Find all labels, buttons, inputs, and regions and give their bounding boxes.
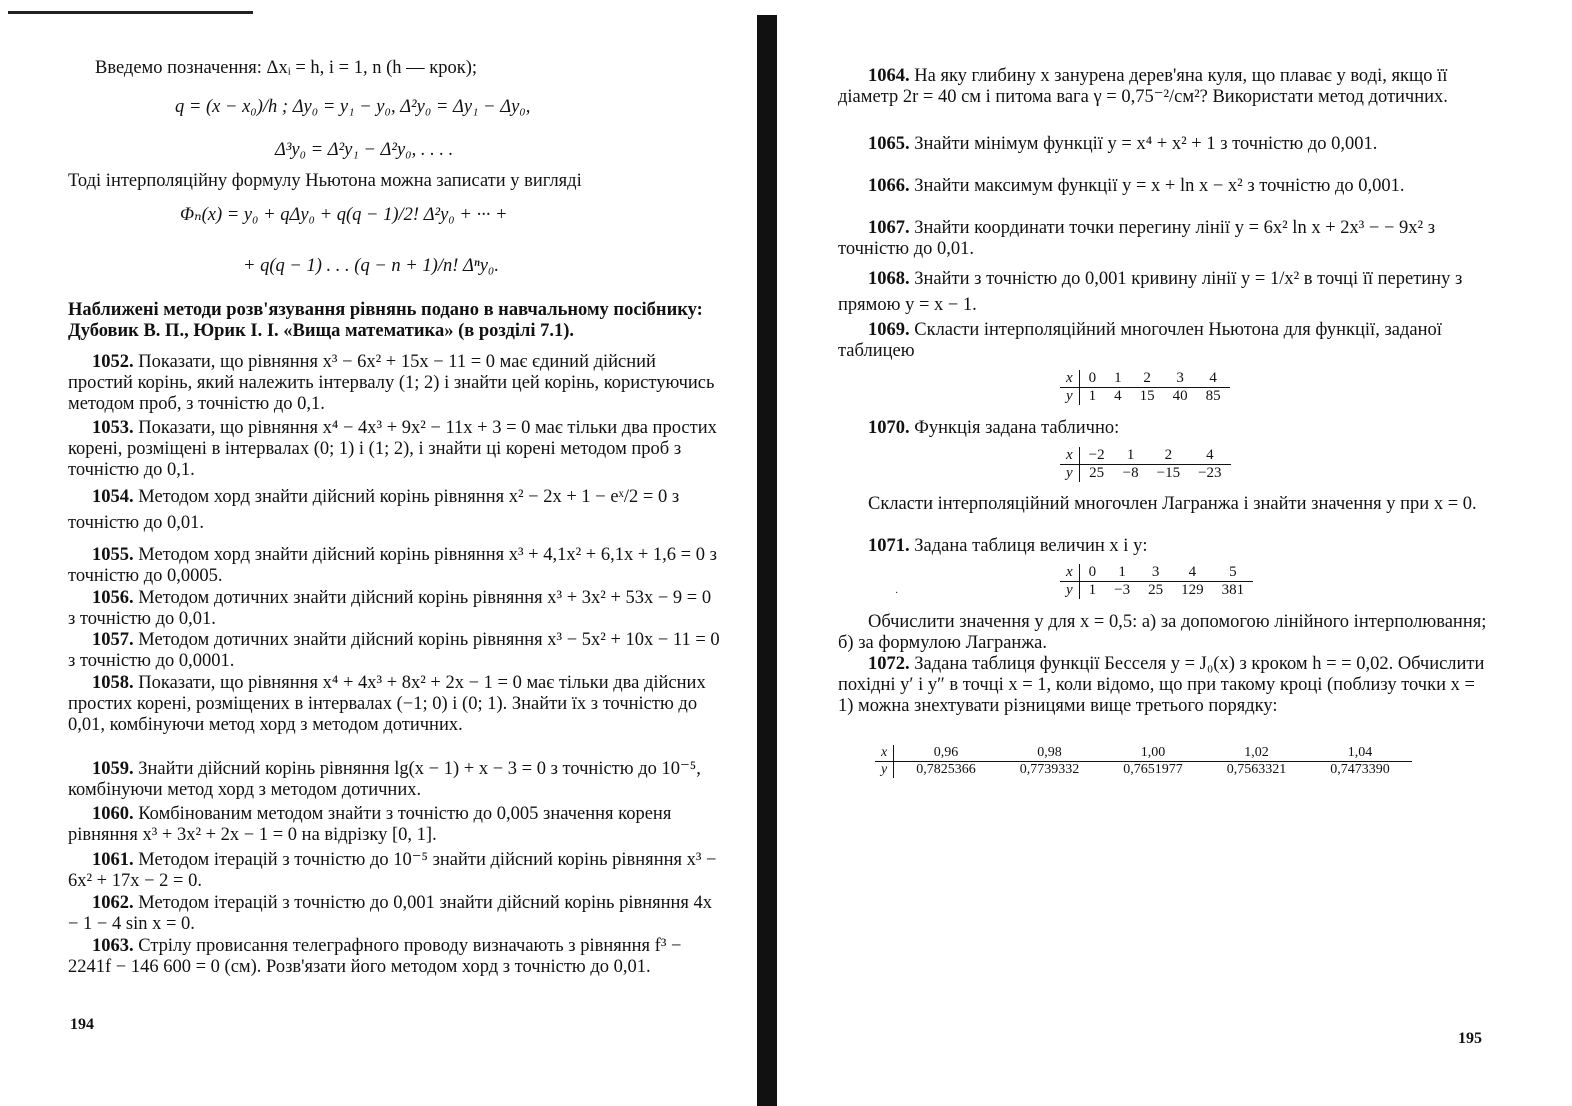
problem-text: Комбінованим методом знайти з точністю до 0,005 значення кореня рівняння x³ + 3x² + 2x − 1 = 0 на відрізку [0, 1]. <box>68 804 672 845</box>
table-cell: 1,04 <box>1308 745 1412 762</box>
problem-text: Знайти з точністю до 0,001 кривину лінії y = 1/x² в точці її перетину з прямою y = x − 1. <box>838 269 1463 315</box>
table-cell: 2 <box>1148 447 1189 465</box>
table-cell: 0,7651977 <box>1123 762 1183 777</box>
table-cell: 1 <box>1088 388 1097 404</box>
table-cell: 5 <box>1213 564 1254 582</box>
problem-number: 1056. <box>92 588 134 608</box>
page-number: 194 <box>70 1016 94 1033</box>
problem-1071-continued: Обчислити значення y для x = 0,5: а) за допомогою лінійного інтерполювання; б) за формулою Лагранжа. <box>838 612 1487 653</box>
table-cell: 2 <box>1131 370 1164 388</box>
problem-1059 <box>68 759 720 801</box>
problem-1058 <box>68 673 720 736</box>
problem-1052 <box>68 352 720 415</box>
problem-number: 1052. <box>92 352 134 372</box>
problem-1071 <box>838 536 1493 557</box>
problem-number: 1053. <box>92 418 134 438</box>
problem-number: 1071. <box>868 536 910 556</box>
problem-text: Показати, що рівняння x⁴ − 4x³ + 9x² − 11x + 3 = 0 має тільки два простих корені, розміщені в інтервалах (0; 1) і (1; 2), і знайти ці корені методом проб з точністю до 0,1. <box>68 418 717 480</box>
table-row-x <box>1060 564 1253 582</box>
problem-1070 <box>838 418 1493 439</box>
table-cell: 0,7563321 <box>1226 762 1287 777</box>
table-1071 <box>1060 564 1253 599</box>
table-cell: 1,00 <box>1101 745 1205 762</box>
problem-number: 1066. <box>868 176 910 196</box>
problem-text: Методом ітерацій з точністю до 10⁻⁵ знайти дійсний корінь рівняння x³ − 6x² + 17x − 2 = 0. <box>68 850 717 891</box>
table-row-y <box>1060 465 1231 483</box>
problem-number: 1072. <box>868 654 910 674</box>
problem-text: Показати, що рівняння x³ − 6x² + 15x − 11 = 0 має єдиний дійсний простий корінь, який належить інтервалу (1; 2) і знайти цей корінь, користуючись методом проб, з точністю до 0,1. <box>68 352 715 414</box>
problem-text: Методом хорд знайти дійсний корінь рівняння x³ + 4,1x² + 6,1x + 1,6 = 0 з точністю до 0,0005. <box>68 545 717 586</box>
problem-text: Функція задана таблично: <box>914 418 1120 438</box>
formula-phi-line2: + q(q − 1) . . . (q − n + 1)/n! Δⁿy₀. <box>243 256 499 276</box>
problem-text: Методом хорд знайти дійсний корінь рівняння x² − 2x + 1 − eˣ/2 = 0 з точністю до 0,01. <box>68 487 680 533</box>
formula-delta3: Δ³y₀ = Δ²y₁ − Δ²y₀, . . . . <box>275 140 454 160</box>
table-cell: 1 <box>1114 447 1148 465</box>
problem-1057 <box>68 630 720 672</box>
problem-1056 <box>68 588 720 630</box>
problem-1067 <box>838 218 1493 260</box>
problem-number: 1054. <box>92 487 134 507</box>
problem-text: Методом ітерацій з точністю до 0,001 знайти дійсний корінь рівняння 4x − 1 − 4 sin x = 0. <box>68 893 713 934</box>
table-cell: 1 <box>1105 564 1139 582</box>
row-label: y <box>1060 582 1079 600</box>
problem-1061 <box>68 850 720 892</box>
problem-number: 1068. <box>868 269 910 289</box>
table-cell: −23 <box>1198 465 1222 481</box>
table-cell: 0,98 <box>998 745 1102 762</box>
problem-number: 1067. <box>868 218 910 238</box>
table-cell: −15 <box>1156 465 1181 481</box>
problem-1060 <box>68 804 720 846</box>
problem-1065 <box>838 134 1493 155</box>
table-cell: 0,7473390 <box>1330 762 1390 777</box>
table-cell: 40 <box>1172 388 1188 404</box>
row-label: y <box>875 762 894 779</box>
table-row-x <box>1060 370 1230 388</box>
table-1070 <box>1060 447 1231 482</box>
problem-number: 1061. <box>92 850 134 870</box>
table-row-y <box>875 762 1412 779</box>
problem-1072 <box>838 654 1493 717</box>
problem-number: 1060. <box>92 804 134 824</box>
row-label: x <box>875 745 894 762</box>
problem-1070-continued: Скласти інтерполяційний многочлен Лагранжа і знайти значення y при x = 0. <box>868 494 1477 514</box>
table-cell: 25 <box>1089 465 1105 481</box>
table-cell: 1 <box>1105 370 1131 388</box>
table-cell: 4 <box>1197 370 1230 388</box>
problem-text: Знайти дійсний корінь рівняння lg(x − 1) + x − 3 = 0 з точністю до 10⁻⁵, комбінуючи метод хорд з методом дотичних. <box>68 759 701 800</box>
row-label: x <box>1060 447 1079 465</box>
table-row-x <box>1060 447 1231 465</box>
problem-number: 1063. <box>92 936 134 956</box>
table-cell: 4 <box>1114 388 1122 404</box>
table-row-y <box>1060 388 1230 406</box>
problem-1063 <box>68 936 720 978</box>
scan-speck: · <box>895 588 899 599</box>
right-page <box>775 0 1572 1106</box>
row-label: y <box>1060 465 1079 483</box>
methods-note: Наближені методи розв'язування рівнянь подано в навчальному посібнику: Дубовик В. П., Юрик І. І. «Вища математика» (в розділі 7.1). <box>68 300 703 341</box>
page-number: 195 <box>1458 1030 1482 1047</box>
problem-text: Показати, що рівняння x⁴ + 4x³ + 8x² + 2x − 1 = 0 має тільки два дійсних простих корені, розміщених в інтервалах (−1; 0) і (0; 1). Знайти їх з точністю до 0,01, комбінуючи метод хорд з методом дотичних. <box>68 673 706 735</box>
problem-text: На яку глибину x занурена дерев'яна куля, що плаває у воді, якщо її діаметр 2r = 40 см і питома вага γ = 0,75⁻²/см²? Використати метод дотичних. <box>838 66 1448 107</box>
problem-number: 1058. <box>92 673 134 693</box>
problem-number: 1069. <box>868 320 910 340</box>
table-row-y <box>1060 582 1253 600</box>
table-cell: −2 <box>1079 447 1113 465</box>
newton-intro: Тоді інтерполяційну формулу Ньютона можна записати у вигляді <box>68 171 582 191</box>
table-cell: 381 <box>1221 582 1245 598</box>
table-cell: 25 <box>1148 582 1164 598</box>
table-cell: 129 <box>1181 582 1204 598</box>
problem-1055 <box>68 545 720 587</box>
table-cell: 0 <box>1079 370 1105 388</box>
problem-number: 1057. <box>92 630 134 650</box>
table-cell: 0,7825366 <box>916 762 976 777</box>
table-cell: 3 <box>1164 370 1197 388</box>
problem-text: Задана таблиця величин x і y: <box>914 536 1148 556</box>
problem-text: Задана таблиця функції Бесселя y = J₀(x) з кроком h = = 0,02. Обчислити похідні y′ і y″ в точці x = 1, коли відомо, що при такому кроці (поблизу точки x = 1) можна знехтувати різницями вище третього порядку: <box>838 654 1485 716</box>
formula-q: q = (x − x₀)/h ; Δy₀ = y₁ − y₀, Δ²y₀ = Δy₁ − Δy₀, <box>175 97 531 117</box>
table-cell: 4 <box>1172 564 1213 582</box>
table-row-x <box>875 745 1412 762</box>
table-cell: 1 <box>1088 582 1097 598</box>
problem-text: Знайти мінімум функції y = x⁴ + x² + 1 з точністю до 0,001. <box>914 134 1378 154</box>
intro-notation: Введемо позначення: Δxᵢ = h, i = 1, n (h — крок); <box>95 58 478 78</box>
problem-1053 <box>68 418 720 481</box>
row-label: y <box>1060 388 1079 406</box>
problem-1069 <box>838 320 1493 362</box>
table-cell: 15 <box>1139 388 1155 404</box>
table-cell: 1,02 <box>1205 745 1309 762</box>
problem-number: 1059. <box>92 759 134 779</box>
problem-text: Стрілу провисання телеграфного проводу визначають з рівняння f³ − 2241f − 146 600 = 0 (см). Розв'язати його методом хорд з точністю до 0,01. <box>68 936 682 977</box>
table-cell: −3 <box>1114 582 1131 598</box>
problem-number: 1070. <box>868 418 910 438</box>
problem-text: Методом дотичних знайти дійсний корінь рівняння x³ − 5x² + 10x − 11 = 0 з точністю до 0,0001. <box>68 630 720 671</box>
table-cell: 3 <box>1139 564 1172 582</box>
problem-1066 <box>838 176 1493 197</box>
problem-text: Знайти координати точки перегину лінії y = 6x² ln x + 2x³ − − 9x² з точністю до 0,01. <box>838 218 1436 259</box>
table-cell: 0,7739332 <box>1019 762 1080 777</box>
problem-number: 1064. <box>868 66 910 86</box>
problem-number: 1065. <box>868 134 910 154</box>
table-cell: 0,96 <box>894 745 998 762</box>
problem-1064 <box>838 66 1493 108</box>
left-page <box>0 0 755 1106</box>
problem-1054 <box>68 484 720 536</box>
problem-1068 <box>838 266 1493 318</box>
table-cell: −8 <box>1122 465 1139 481</box>
table-cell: 85 <box>1205 388 1221 404</box>
problem-1062 <box>68 893 720 935</box>
book-spine <box>757 15 777 1106</box>
problem-text: Скласти інтерполяційний многочлен Ньютона для функції, заданої таблицею <box>838 320 1442 361</box>
problem-number: 1055. <box>92 545 134 565</box>
problem-text: Знайти максимум функції y = x + ln x − x² з точністю до 0,001. <box>914 176 1405 196</box>
row-label: x <box>1060 370 1079 388</box>
table-cell: 4 <box>1189 447 1230 465</box>
problem-text: Методом дотичних знайти дійсний корінь рівняння x³ + 3x² + 53x − 9 = 0 з точністю до 0,01. <box>68 588 712 629</box>
table-1069 <box>1060 370 1230 405</box>
table-cell: 0 <box>1079 564 1105 582</box>
table-1072 <box>875 745 1412 778</box>
formula-phi-line1: Φₙ(x) = y₀ + qΔy₀ + q(q − 1)/2! Δ²y₀ + ··· + <box>180 205 508 225</box>
problem-number: 1062. <box>92 893 134 913</box>
row-label: x <box>1060 564 1079 582</box>
